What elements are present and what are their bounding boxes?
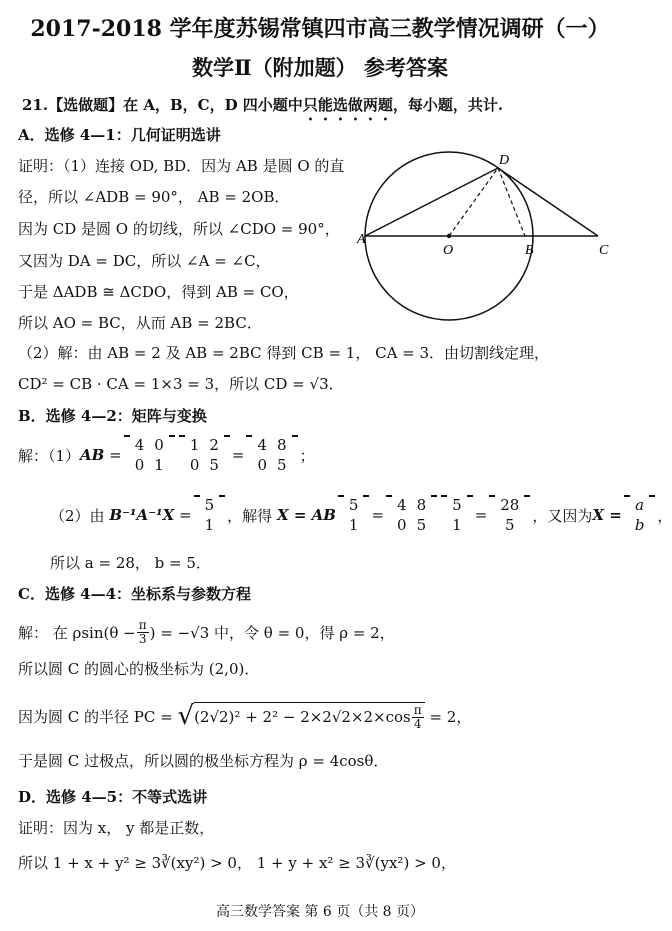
q21-head-part: 21.【选做题】在 A，B，C，D 四小题中 <box>22 96 303 114</box>
line-dc <box>498 168 598 236</box>
section-d-line-2: 所以 1 + x + y² ≥ 3∛(xy²) > 0， 1 + y + x² ≥ 3∛(yx²) > 0， <box>18 854 456 872</box>
section-d-line-1: 证明：因为 x， y 都是正数， <box>18 819 215 837</box>
b2-prefix: （2）由 <box>50 506 105 525</box>
document-subtitle: 数学Ⅱ（附加题） 参考答案 <box>191 55 448 80</box>
section-a-line-1: 证明：（1）连接 OD, BD．因为 AB 是圆 O 的直 <box>18 157 345 175</box>
fraction-pi-3: $\frac{\pi}{3}$ <box>138 617 147 646</box>
geometry-diagram <box>355 150 625 320</box>
question-21-heading <box>22 94 503 124</box>
b2-x: X = AB <box>276 506 336 524</box>
section-c-line-4: 于是圆 C 过极点，所以圆的极坐标方程为 ρ = 4cosθ． <box>18 752 389 770</box>
c1-part-b: ) = −√3 中，令 θ = 0，得 ρ = 2， <box>149 623 395 642</box>
section-c-line-1 <box>18 614 395 650</box>
page-footer: 高三数学答案 第 6 页（共 8 页） <box>215 904 425 920</box>
vector-4: 28 5 <box>489 495 530 535</box>
vector-2: 5 1 <box>338 495 370 535</box>
document-title: 2017-2018 学年度苏锡常镇四市高三教学情况调研（一） <box>30 16 610 42</box>
c1-part-a: 解： 在 ρsin(θ − <box>18 623 136 642</box>
q21-head-tail: ，每小题，共计. <box>392 96 504 114</box>
section-a-line-7: （2）解：由 AB = 2 及 AB = 2BC 得到 CB = 1， CA = 3．由切割线定理， <box>18 344 550 362</box>
section-c-line-2: 所以圆 C 的圆心的极坐标为 (2,0)． <box>18 660 260 678</box>
section-a-line-3: 因为 CD 是圆 O 的切线，所以 ∠CDO = 90°， <box>18 220 340 238</box>
vector-ab: a b <box>624 495 656 535</box>
section-d-title: D．选修 4—5：不等式选讲 <box>18 788 208 806</box>
point-o <box>447 234 451 238</box>
b2-mid: ，解得 <box>227 506 273 525</box>
section-a-title: A．选修 4—1：几何证明选讲 <box>18 126 221 144</box>
sqrt-sign: √ <box>177 701 195 731</box>
section-b-title: B．选修 4—2：矩阵与变换 <box>18 407 207 425</box>
b2-expr: B⁻¹A⁻¹X <box>109 506 175 524</box>
fraction-pi-4: $\frac{\pi}{4}$ <box>413 702 422 731</box>
b2-tail: ，又因为 <box>532 506 593 525</box>
b1-prefix: 解：（1） <box>18 446 81 465</box>
label-c: C <box>599 243 609 258</box>
c3-radicand: (2√2)² + 2² − 2×2√2×2×cos <box>194 708 411 726</box>
line-od <box>449 168 498 236</box>
line-db <box>498 168 525 236</box>
label-a: A <box>357 232 366 247</box>
line-ad <box>365 168 498 236</box>
c3-part-b: = 2， <box>429 707 472 726</box>
c3-part-a: 因为圆 C 的半径 PC = <box>18 707 173 726</box>
section-c-line-3 <box>18 696 471 736</box>
matrix-ab-2: 4 8 0 5 <box>386 495 437 535</box>
section-b-line-2: （2）由 B⁻¹A⁻¹X = 5 1 ，解得 X = AB 5 1 = 4 8 0 5 5 1 = 28 5 ，又因为 X = a b ， <box>50 496 672 534</box>
section-a-line-4: 又因为 DA = DC，所以 ∠A = ∠C， <box>18 252 271 270</box>
section-a-line-6: 所以 AO = BC，从而 AB = 2BC． <box>18 314 262 332</box>
matrix-a: 4 0 0 1 <box>124 435 175 475</box>
matrix-b: 1 2 0 5 <box>179 435 230 475</box>
section-b-line-1: 解：（1） AB = 4 0 0 1 1 2 0 5 = 4 8 0 5 ； <box>18 436 315 474</box>
label-o: O <box>443 243 454 258</box>
section-b-line-3: 所以 a = 28， b = 5． <box>50 554 211 572</box>
sqrt-body <box>194 702 425 731</box>
vector-3: 5 1 <box>441 495 473 535</box>
b1-lhs: AB <box>80 446 105 464</box>
label-d: D <box>499 153 510 168</box>
section-a-line-2: 径，所以 ∠ADB = 90°， AB = 2OB． <box>18 188 290 206</box>
section-a-line-5: 于是 ΔADB ≅ ΔCDO，得到 AB = CO， <box>18 283 299 301</box>
b2-x2: X = <box>592 506 622 524</box>
q21-emphasis: 只能选做两题 <box>302 96 393 114</box>
vector-1: 5 1 <box>194 495 226 535</box>
section-a-line-8: CD² = CB · CA = 1×3 = 3，所以 CD = √3． <box>18 375 344 393</box>
section-c-title: C．选修 4—4：坐标系与参数方程 <box>18 585 252 603</box>
label-b: B <box>525 243 534 258</box>
matrix-ab: 4 8 0 5 <box>246 435 297 475</box>
